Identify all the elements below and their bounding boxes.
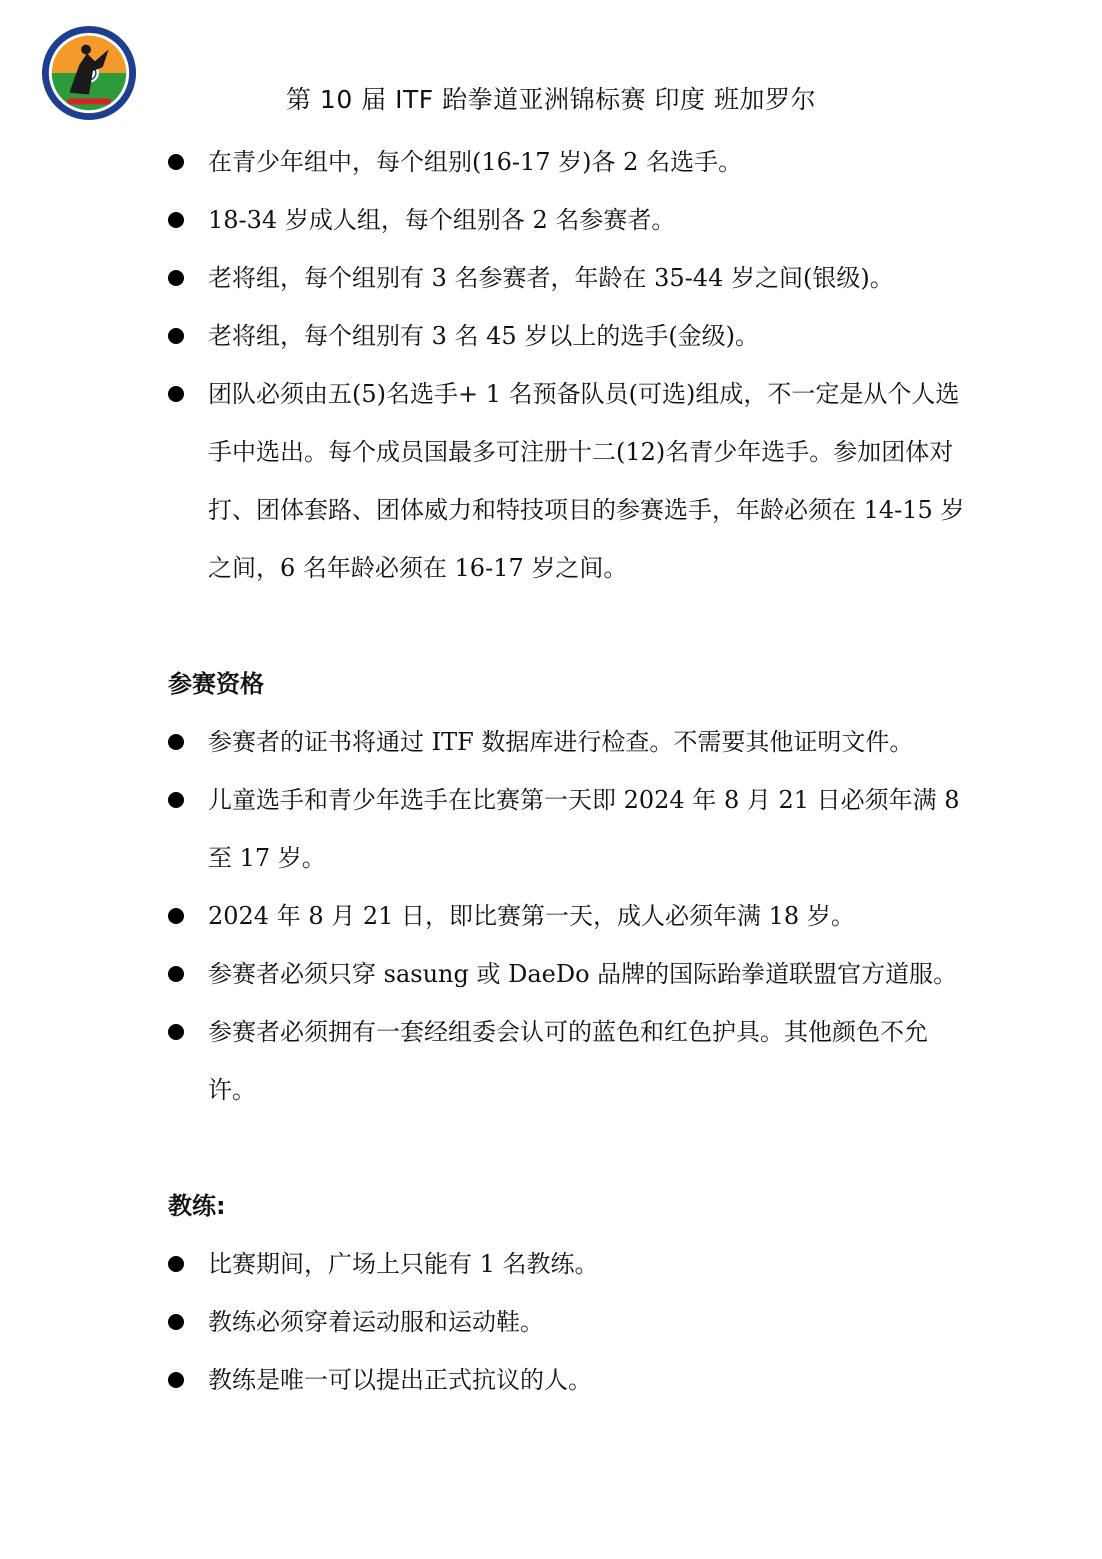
document-body [168, 133, 968, 1409]
bullet-icon [168, 270, 184, 286]
bullet-icon [168, 1372, 184, 1388]
bullet-icon [168, 792, 184, 808]
list-item: 比赛期间，广场上只能有 1 名教练。 [168, 1235, 968, 1293]
list-item: 参赛者必须拥有一套经组委会认可的蓝色和红色护具。其他颜色不允许。 [168, 1003, 968, 1119]
list-item: 儿童选手和青少年选手在比赛第一天即 2024 年 8 月 21 日必须年满 8 至 17 岁。 [168, 771, 968, 887]
bullet-icon [168, 734, 184, 750]
section-title-eligibility: 参赛资格 [168, 670, 264, 698]
list-item: 参赛者必须只穿 sasung 或 DaeDo 品牌的国际跆拳道联盟官方道服。 [168, 945, 968, 1003]
bullet-icon [168, 1024, 184, 1040]
list-item: 在青少年组中，每个组别(16-17 岁)各 2 名选手。 [168, 133, 968, 191]
bullet-icon [168, 386, 184, 402]
bullet-icon [168, 328, 184, 344]
eligibility-list [168, 713, 968, 1119]
list-item: 参赛者的证书将通过 ITF 数据库进行检查。不需要其他证明文件。 [168, 713, 968, 771]
list-item: 老将组，每个组别有 3 名 45 岁以上的选手(金级)。 [168, 307, 968, 365]
bullet-icon [168, 1256, 184, 1272]
section-title-coaches: 教练: [168, 1192, 226, 1220]
list-item: 教练是唯一可以提出正式抗议的人。 [168, 1351, 968, 1409]
bullet-icon [168, 154, 184, 170]
document-header: 第 10 届 ITF 跆拳道亚洲锦标赛 印度 班加罗尔 [285, 85, 817, 114]
bullet-icon [168, 908, 184, 924]
list-item: 18-34 岁成人组，每个组别各 2 名参赛者。 [168, 191, 968, 249]
bullet-icon [168, 966, 184, 982]
list-item: 2024 年 8 月 21 日，即比赛第一天，成人必须年满 18 岁。 [168, 887, 968, 945]
bullet-icon [168, 212, 184, 228]
list-item: 老将组，每个组别有 3 名参赛者，年龄在 35-44 岁之间(银级)。 [168, 249, 968, 307]
list-item: 教练必须穿着运动服和运动鞋。 [168, 1293, 968, 1351]
coaches-list [168, 1235, 968, 1409]
bullet-icon [168, 1314, 184, 1330]
participants-list [168, 133, 968, 597]
list-item: 团队必须由五(5)名选手+ 1 名预备队员(可选)组成，不一定是从个人选手中选出。每个成员国最多可注册十二(12)名青少年选手。参加团体对打、团体套路、团体威力和特技项目的参赛选手，年龄必须在 14-15 岁之间，6 名年龄必须在 16-17 岁之间。 [168, 365, 968, 597]
